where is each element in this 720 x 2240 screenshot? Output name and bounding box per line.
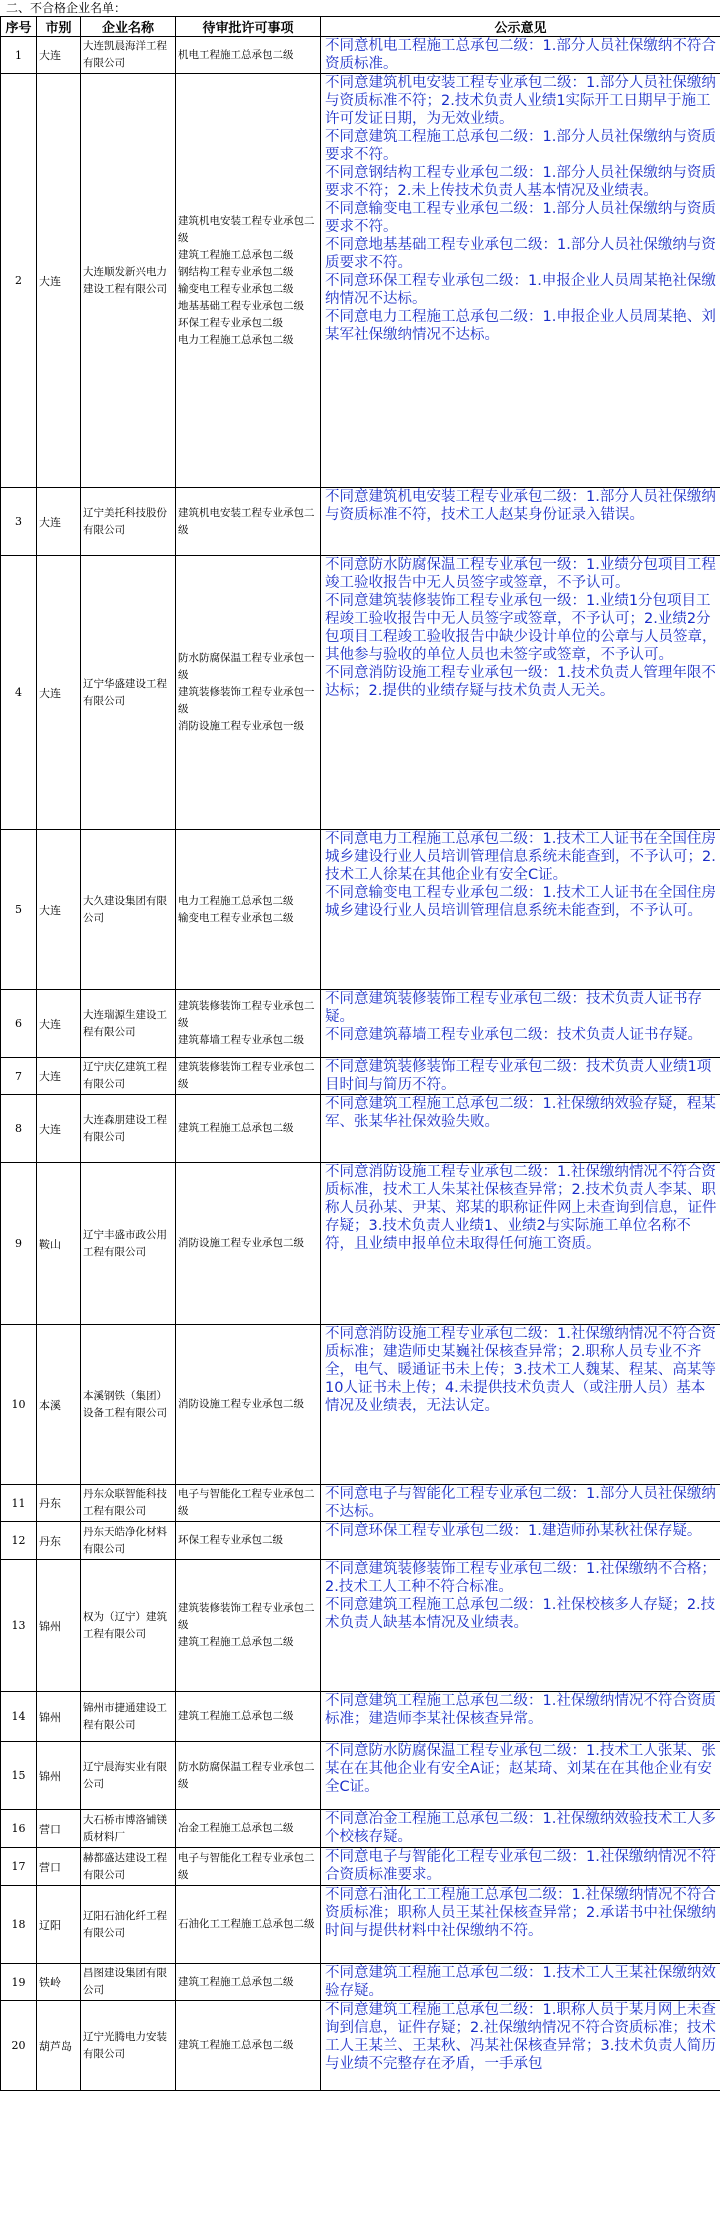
row-serial: 2 <box>1 74 37 488</box>
pending-item: 防水防腐保温工程专业承包二级 <box>178 1760 315 1790</box>
row-pending-items <box>176 1742 321 1810</box>
row-city: 辽阳 <box>37 1886 81 1964</box>
table-row <box>1 488 720 556</box>
row-city: 大连 <box>37 830 81 990</box>
row-serial: 3 <box>1 488 37 556</box>
unqualified-companies-table <box>0 16 720 2091</box>
row-public-opinion <box>321 1810 720 1848</box>
row-pending-items <box>176 1886 321 1964</box>
table-row <box>1 1810 720 1848</box>
row-serial: 10 <box>1 1325 37 1485</box>
table-row <box>1 1485 720 1522</box>
row-city: 大连 <box>37 556 81 830</box>
row-public-opinion <box>321 1095 720 1163</box>
row-pending-items <box>176 1095 321 1163</box>
row-public-opinion <box>321 74 720 488</box>
pending-item: 建筑幕墙工程专业承包二级 <box>178 1034 304 1046</box>
row-company: 辽宁美托科技股份有限公司 <box>81 488 176 556</box>
opinion-paragraph: 不同意消防设施工程专业承包二级：1.社保缴纳情况不符合资质标准；建造师史某巍社保核查异常；2.职称人员专业不齐全，电气、暖通证书未上传；3.技术工人魏某、程某、高某等10人证书未上传；4.未提供技术负责人（或注册人员）基本情况及业绩表，无法认定。 <box>325 1326 716 1414</box>
row-public-opinion <box>321 1163 720 1325</box>
row-pending-items <box>176 1560 321 1692</box>
opinion-paragraph: 不同意建筑工程施工总承包二级：1.社保缴纳情况不符合资质标准；建造师李某社保核查异常。 <box>325 1693 716 1727</box>
row-public-opinion <box>321 1485 720 1522</box>
row-pending-items <box>176 830 321 990</box>
table-row <box>1 1886 720 1964</box>
table-row <box>1 556 720 830</box>
opinion-paragraph: 不同意建筑工程施工总承包二级：1.技术工人王某社保缴纳效验存疑。 <box>325 1965 716 1999</box>
opinion-paragraph: 不同意防水防腐保温工程专业承包二级：1.技术工人张某、张某在在其他企业有安全A证；赵某琦、刘某在在其他企业有安全C证。 <box>325 1743 716 1795</box>
opinion-paragraph: 不同意地基基础工程专业承包二级：1.部分人员社保缴纳与资质要求不符。 <box>325 237 716 271</box>
row-city: 铁岭 <box>37 1964 81 2001</box>
row-company: 丹东众联智能科技工程有限公司 <box>81 1485 176 1522</box>
row-pending-items <box>176 37 321 74</box>
table-row <box>1 1848 720 1886</box>
pending-item: 建筑工程施工总承包二级 <box>178 1636 294 1648</box>
opinion-paragraph: 不同意钢结构工程专业承包二级：1.部分人员社保缴纳与资质要求不符；2.未上传技术负责人基本情况及业绩表。 <box>325 165 716 199</box>
row-public-opinion <box>321 990 720 1058</box>
row-company: 辽宁丰盛市政公用工程有限公司 <box>81 1163 176 1325</box>
row-serial: 11 <box>1 1485 37 1522</box>
row-pending-items <box>176 488 321 556</box>
row-serial: 12 <box>1 1522 37 1560</box>
opinion-paragraph: 不同意消防设施工程专业承包二级：1.社保缴纳情况不符合资质标准，技术工人朱某社保核查异常；2.技术负责人李某、职称人员孙某、尹某、郑某的职称证件网上未查询到信息，证件存疑；3.技术负责人业绩1、业绩2与实际施工单位名称不符，且业绩申报单位未取得任何施工资质。 <box>325 1164 717 1252</box>
pending-item: 建筑工程施工总承包二级 <box>178 1122 294 1134</box>
row-city: 鞍山 <box>37 1163 81 1325</box>
row-serial: 20 <box>1 2001 37 2091</box>
row-company: 大连森朋建设工程有限公司 <box>81 1095 176 1163</box>
header-public-opinion: 公示意见 <box>321 17 720 37</box>
opinion-paragraph: 不同意冶金工程施工总承包二级：1.社保缴纳效验技术工人多个校核存疑。 <box>325 1811 716 1845</box>
table-row <box>1 1325 720 1485</box>
row-public-opinion <box>321 1848 720 1886</box>
pending-item: 电力工程施工总承包二级 <box>178 894 294 907</box>
row-city: 丹东 <box>37 1522 81 1560</box>
row-company: 辽阳石油化纤工程有限公司 <box>81 1886 176 1964</box>
row-city: 大连 <box>37 488 81 556</box>
table-row <box>1 1964 720 2001</box>
opinion-paragraph: 不同意机电工程施工总承包二级：1.部分人员社保缴纳不符合资质标准。 <box>325 38 716 72</box>
row-pending-items <box>176 74 321 488</box>
opinion-paragraph: 不同意环保工程专业承包二级：1.申报企业人员周某艳社保缴纳情况不达标。 <box>325 273 716 307</box>
pending-item: 建筑装修装饰工程专业承包二级 <box>178 1061 315 1090</box>
row-serial: 15 <box>1 1742 37 1810</box>
row-company: 辽宁庆亿建筑工程有限公司 <box>81 1058 176 1095</box>
table-row <box>1 1692 720 1742</box>
row-company: 本溪钢铁（集团）设备工程有限公司 <box>81 1325 176 1485</box>
pending-item: 环保工程专业承包二级 <box>178 1534 283 1546</box>
opinion-paragraph: 不同意建筑工程施工总承包二级：1.部分人员社保缴纳与资质要求不符。 <box>325 129 716 163</box>
row-public-opinion <box>321 1742 720 1810</box>
opinion-paragraph: 不同意建筑装修装饰工程专业承包二级：技术负责人业绩1项目时间与简历不符。 <box>325 1059 712 1093</box>
table-row <box>1 1742 720 1810</box>
row-city: 葫芦岛 <box>37 2001 81 2091</box>
row-serial: 7 <box>1 1058 37 1095</box>
row-serial: 13 <box>1 1560 37 1692</box>
opinion-paragraph: 不同意建筑装修装饰工程专业承包二级：1.社保缴纳不合格；2.技术工人工种不符合标准。 <box>325 1561 716 1595</box>
opinion-paragraph: 不同意电子与智能化工程专业承包二级：1.社保缴纳情况不符合资质标准要求。 <box>325 1849 716 1883</box>
row-city: 大连 <box>37 1058 81 1095</box>
row-city: 大连 <box>37 37 81 74</box>
row-city: 营口 <box>37 1810 81 1848</box>
row-serial: 1 <box>1 37 37 74</box>
table-row <box>1 1163 720 1325</box>
row-public-opinion <box>321 488 720 556</box>
row-pending-items <box>176 1692 321 1742</box>
row-company: 大连顺发新兴电力建设工程有限公司 <box>81 74 176 488</box>
row-serial: 17 <box>1 1848 37 1886</box>
pending-item: 建筑工程施工总承包二级 <box>178 1975 294 1988</box>
table-row <box>1 1058 720 1095</box>
row-serial: 8 <box>1 1095 37 1163</box>
table-header-row <box>1 17 720 37</box>
row-serial: 6 <box>1 990 37 1058</box>
row-company: 权为（辽宁）建筑工程有限公司 <box>81 1560 176 1692</box>
row-public-opinion <box>321 37 720 74</box>
row-company: 昌图建设集团有限公司 <box>81 1964 176 2001</box>
table-body <box>1 37 720 2091</box>
row-company: 赫都盛达建设工程有限公司 <box>81 1848 176 1886</box>
row-company: 辽宁光腾电力安装有限公司 <box>81 2001 176 2091</box>
header-serial: 序号 <box>1 17 37 37</box>
row-pending-items <box>176 1848 321 1886</box>
row-public-opinion <box>321 1325 720 1485</box>
row-pending-items <box>176 1325 321 1485</box>
row-public-opinion <box>321 2001 720 2091</box>
row-serial: 18 <box>1 1886 37 1964</box>
row-pending-items <box>176 556 321 830</box>
row-public-opinion <box>321 556 720 830</box>
pending-item: 建筑工程施工总承包二级 <box>178 2039 294 2051</box>
opinion-paragraph: 不同意建筑装修装饰工程专业承包二级：技术负责人证书存疑。 <box>325 991 702 1025</box>
pending-item: 电力工程施工总承包二级 <box>178 333 294 346</box>
opinion-paragraph: 不同意建筑机电安装工程专业承包二级：1.部分人员社保缴纳与资质标准不符；2.技术负责人业绩1实际开工日期早于施工许可发证日期，为无效业绩。 <box>325 75 716 127</box>
row-company: 大石桥市博洛铺镁质材料厂 <box>81 1810 176 1848</box>
row-city: 大连 <box>37 990 81 1058</box>
pending-item: 建筑装修装饰工程专业承包二级 <box>178 1000 315 1029</box>
pending-item: 石油化工工程施工总承包二级 <box>178 1918 315 1930</box>
table-row <box>1 990 720 1058</box>
pending-item: 消防设施工程专业承包二级 <box>178 1398 304 1410</box>
opinion-paragraph: 不同意建筑幕墙工程专业承包二级：技术负责人证书存疑。 <box>325 1027 702 1043</box>
row-city: 大连 <box>37 74 81 488</box>
opinion-paragraph: 不同意电力工程施工总承包二级：1.技术工人证书在全国住房城乡建设行业人员培训管理信息系统未能查到，不予认可；2.技术工人徐某在其他企业有安全C证。 <box>325 831 716 883</box>
pending-item: 冶金工程施工总承包二级 <box>178 1822 294 1834</box>
opinion-paragraph: 不同意电子与智能化工程专业承包二级：1.部分人员社保缴纳不达标。 <box>325 1486 716 1520</box>
table-row <box>1 1560 720 1692</box>
row-company: 丹东天皓净化材料有限公司 <box>81 1522 176 1560</box>
opinion-paragraph: 不同意建筑工程施工总承包二级：1.职称人员于某月网上未查询到信息，证件存疑；2.社保缴纳情况不符合资质标准；技术工人王某兰、王某秋、冯某社保核查异常；3.技术负责人简历与业绩不完整存在矛盾，一手承包 <box>325 2002 716 2072</box>
row-company: 辽宁晨海实业有限公司 <box>81 1742 176 1810</box>
table-row <box>1 1095 720 1163</box>
table-row <box>1 37 720 74</box>
pending-item: 消防设施工程专业承包二级 <box>178 1237 304 1249</box>
row-city: 锦州 <box>37 1742 81 1810</box>
pending-item: 输变电工程专业承包二级 <box>178 911 294 924</box>
table-row <box>1 2001 720 2091</box>
header-company: 企业名称 <box>81 17 176 37</box>
opinion-paragraph: 不同意输变电工程专业承包二级：1.技术工人证书在全国住房城乡建设行业人员培训管理信息系统未能查到，不予认可。 <box>325 885 716 919</box>
row-serial: 4 <box>1 556 37 830</box>
row-city: 营口 <box>37 1848 81 1886</box>
row-company: 锦州市捷通建设工程有限公司 <box>81 1692 176 1742</box>
pending-item: 建筑机电安装工程专业承包二级 <box>178 214 315 244</box>
row-city: 本溪 <box>37 1325 81 1485</box>
row-city: 大连 <box>37 1095 81 1163</box>
row-public-opinion <box>321 1058 720 1095</box>
row-serial: 14 <box>1 1692 37 1742</box>
pending-item: 消防设施工程专业承包一级 <box>178 720 304 732</box>
opinion-paragraph: 不同意石油化工工程施工总承包二级：1.社保缴纳情况不符合资质标准；职称人员王某社保核查异常；2.承诺书中社保缴纳时间与提供材料中社保缴纳不符。 <box>325 1887 716 1939</box>
opinion-paragraph: 不同意建筑工程施工总承包二级：1.社保校核多人存疑；2.技术负责人缺基本情况及业绩表。 <box>325 1597 716 1631</box>
row-public-opinion <box>321 1692 720 1742</box>
pending-item: 建筑工程施工总承包二级 <box>178 248 294 261</box>
pending-item: 建筑装修装饰工程专业承包二级 <box>178 1602 315 1631</box>
row-company: 大久建设集团有限公司 <box>81 830 176 990</box>
row-public-opinion <box>321 1886 720 1964</box>
row-company: 大连凯晨海洋工程有限公司 <box>81 37 176 74</box>
pending-item: 电子与智能化工程专业承包二级 <box>178 1851 315 1881</box>
opinion-paragraph: 不同意环保工程专业承包二级：1.建造师孙某秋社保存疑。 <box>325 1523 702 1539</box>
pending-item: 输变电工程专业承包二级 <box>178 282 294 295</box>
pending-item: 地基基础工程专业承包二级 <box>178 299 304 312</box>
opinion-paragraph: 不同意建筑机电安装工程专业承包二级：1.部分人员社保缴纳与资质标准不符，技术工人赵某身份证录入错误。 <box>325 489 716 523</box>
row-pending-items <box>176 1964 321 2001</box>
row-public-opinion <box>321 1522 720 1560</box>
row-pending-items <box>176 990 321 1058</box>
row-pending-items <box>176 1810 321 1848</box>
opinion-paragraph: 不同意建筑工程施工总承包二级：1.社保缴纳效验存疑，程某军、张某华社保效验失败。 <box>325 1096 716 1130</box>
opinion-paragraph: 不同意电力工程施工总承包二级：1.申报企业人员周某艳、刘某军社保缴纳情况不达标。 <box>325 309 716 343</box>
row-serial: 19 <box>1 1964 37 2001</box>
row-serial: 9 <box>1 1163 37 1325</box>
pending-item: 建筑工程施工总承包二级 <box>178 1710 294 1722</box>
pending-item: 钢结构工程专业承包二级 <box>178 265 294 278</box>
pending-item: 环保工程专业承包二级 <box>178 316 283 329</box>
row-pending-items <box>176 1058 321 1095</box>
opinion-paragraph: 不同意建筑装修装饰工程专业承包一级：1.业绩1分包项目工程竣工验收报告中无人员签字或签章，不予认可；2.业绩2分包项目工程竣工验收报告中缺少设计单位的公章与人员签章，其他参与验收的单位人员也未签字或签章，不予认可。 <box>325 593 717 663</box>
row-city: 锦州 <box>37 1560 81 1692</box>
table-row <box>1 1522 720 1560</box>
table-row <box>1 74 720 488</box>
pending-item: 防水防腐保温工程专业承包一级 <box>178 652 315 681</box>
header-pending-items: 待审批许可事项 <box>176 17 321 37</box>
header-city: 市别 <box>37 17 81 37</box>
row-pending-items <box>176 1522 321 1560</box>
pending-item: 机电工程施工总承包二级 <box>178 48 294 61</box>
row-pending-items <box>176 2001 321 2091</box>
section-heading: 二、不合格企业名单： <box>6 1 127 15</box>
table-row <box>1 830 720 990</box>
opinion-paragraph: 不同意防水防腐保温工程专业承包一级：1.业绩分包项目工程竣工验收报告中无人员签字或签章，不予认可。 <box>325 557 716 591</box>
row-city: 锦州 <box>37 1692 81 1742</box>
pending-item: 建筑机电安装工程专业承包二级 <box>178 506 315 536</box>
row-pending-items <box>176 1485 321 1522</box>
row-company: 辽宁华盛建设工程有限公司 <box>81 556 176 830</box>
row-serial: 16 <box>1 1810 37 1848</box>
row-pending-items <box>176 1163 321 1325</box>
row-serial: 5 <box>1 830 37 990</box>
opinion-paragraph: 不同意消防设施工程专业承包一级：1.技术负责人管理年限不达标；2.提供的业绩存疑与技术负责人无关。 <box>325 665 716 699</box>
row-public-opinion <box>321 1964 720 2001</box>
pending-item: 电子与智能化工程专业承包二级 <box>178 1488 315 1517</box>
opinion-paragraph: 不同意输变电工程专业承包二级：1.部分人员社保缴纳与资质要求不符。 <box>325 201 716 235</box>
row-public-opinion <box>321 830 720 990</box>
row-city: 丹东 <box>37 1485 81 1522</box>
row-company: 大连瑞源生建设工程有限公司 <box>81 990 176 1058</box>
row-public-opinion <box>321 1560 720 1692</box>
pending-item: 建筑装修装饰工程专业承包一级 <box>178 686 315 715</box>
